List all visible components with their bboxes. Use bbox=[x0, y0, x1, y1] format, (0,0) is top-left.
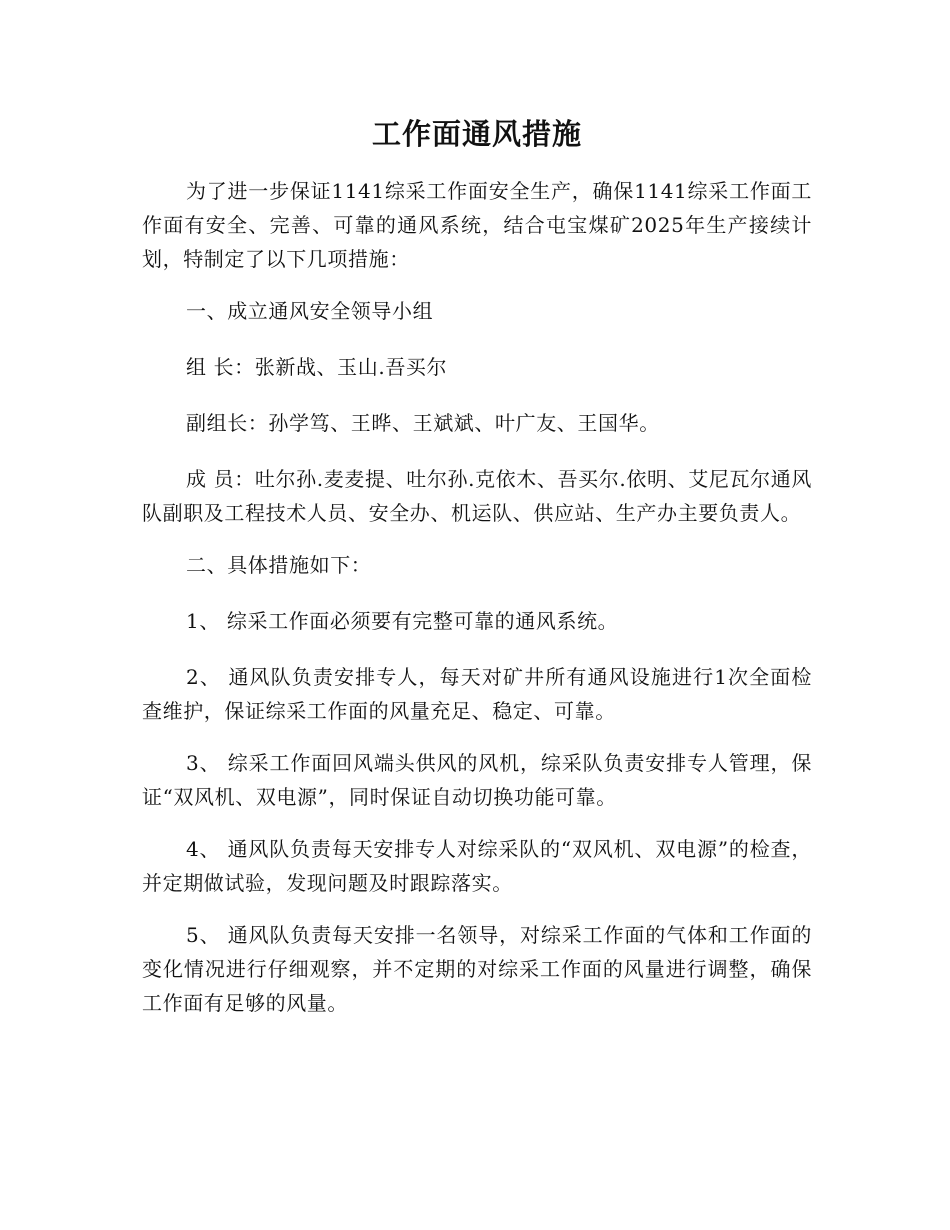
deputy-leader-line: 副组长：孙学笃、王晔、王斌斌、叶广友、王国华。 bbox=[186, 411, 660, 435]
document-content bbox=[142, 112, 812, 1038]
section-heading-measures: 二、具体措施如下： bbox=[186, 553, 372, 577]
section-heading-leadership: 一、成立通风安全领导小组 bbox=[186, 299, 434, 323]
measure-item-1: 1、 综采工作面必须要有完整可靠的通风系统。 bbox=[186, 609, 619, 633]
measure-item-2: 2、 通风队负责安排专人，每天对矿井所有通风设施进行1次全面检查维护，保证综采工作面的风量充足、稳定、可靠。 bbox=[142, 665, 812, 723]
intro-paragraph: 为了进一步保证1141综采工作面安全生产，确保1141综采工作面工作面有安全、完善、可靠的通风系统，结合屯宝煤矿2025年生产接续计划，特制定了以下几项措施： bbox=[142, 179, 812, 271]
measure-item-3: 3、 综采工作面回风端头供风的风机，综采队负责安排专人管理，保证“双风机、双电源”，同时保证自动切换功能可靠。 bbox=[142, 751, 812, 809]
members-paragraph: 成 员：吐尔孙.麦麦提、吐尔孙.克依木、吾买尔.依明、艾尼瓦尔通风队副职及工程技术人员、安全办、机运队、供应站、生产办主要负责人。 bbox=[142, 467, 812, 525]
document-title: 工作面通风措施 bbox=[371, 117, 582, 151]
team-leader-line: 组 长：张新战、玉山.吾买尔 bbox=[186, 355, 448, 379]
measure-item-5: 5、 通风队负责每天安排一名领导，对综采工作面的气体和工作面的变化情况进行仔细观察，并不定期的对综采工作面的风量进行调整，确保工作面有足够的风量。 bbox=[142, 923, 812, 1015]
measure-item-4: 4、 通风队负责每天安排专人对综采队的“双风机、双电源”的检查，并定期做试验，发现问题及时跟踪落实。 bbox=[142, 837, 812, 895]
